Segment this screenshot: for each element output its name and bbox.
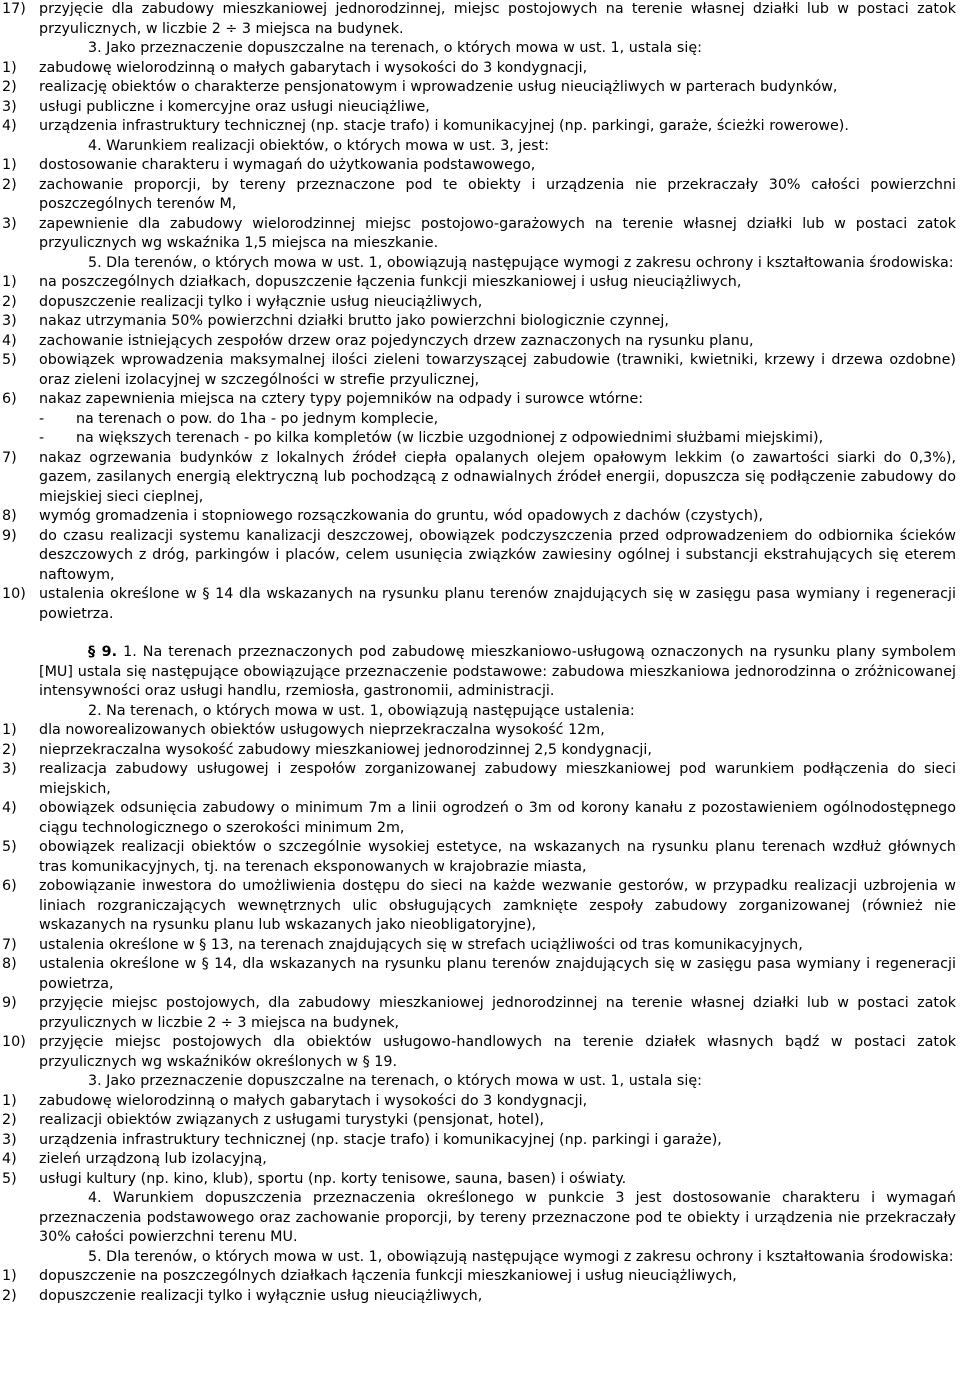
list-item bbox=[2, 799, 956, 838]
list-item-text: urządzenia infrastruktury technicznej (np. stacje trafo) i komunikacyjnej (np. parkingi i garaże), bbox=[39, 1131, 722, 1148]
list-item-text: nieprzekraczalna wysokość zabudowy mieszkaniowej jednorodzinnej 2,5 kondygnacji, bbox=[39, 741, 652, 758]
list-item-text: zobowiązanie inwestora do umożliwienia dostępu do sieci na każde wezwanie gestorów, w przypadku realizacji uzbrojenia w liniach rozgraniczających wewnętrznych ulic obsługujących zamknięte zespoły zabudowy zorganizowanej (również nie wskazanych na rysunku planu lub wskazanych jako nieobligatoryjne), bbox=[39, 878, 956, 933]
list-item-text: wymóg gromadzenia i stopniowego rozsączkowania do gruntu, wód opadowych z dachów (czystych), bbox=[39, 508, 764, 524]
list-item bbox=[2, 955, 956, 994]
list-item bbox=[2, 1287, 956, 1307]
list-item bbox=[2, 293, 956, 313]
list-block-7 bbox=[2, 1092, 956, 1190]
list-item-number: 3) bbox=[2, 1131, 17, 1148]
list-item-number: 4) bbox=[2, 118, 17, 134]
list-item-text: dopuszczenie realizacji tylko i wyłącznie usług nieuciążliwych, bbox=[39, 1287, 483, 1304]
list-item-text: nakaz ogrzewania budynków z lokalnych źródeł ciepła opalanych olejem opałowym lekkim (o zawartości siarki do 0,3%), gazem, zasilanych energią elektryczną lub pochodzącą z odnawialnych źródeł energii, dopuszcza się podłączenie zabudowy do miejskiej sieci cieplnej, bbox=[39, 449, 956, 505]
list-item-text: zieleń urządzoną lub izolacyjną, bbox=[39, 1151, 267, 1167]
list-item bbox=[2, 936, 956, 956]
list-item bbox=[2, 449, 956, 508]
list-item-text: obowiązek odsunięcia zabudowy o minimum 7m a linii ogrodzeń o 3m od korony kanału z pozostawieniem ogólnodostępnego ciągu technologicznego o szerokości minimum 2m, bbox=[39, 800, 956, 836]
list-item bbox=[2, 1092, 956, 1112]
list-item bbox=[2, 1150, 956, 1170]
list-item-number: 3) bbox=[2, 98, 17, 115]
list-item-text: obowiązek wprowadzenia maksymalnej ilości zieleni towarzyszącej zabudowie (trawniki, kwietniki, krzewy i drzewa ozdobne) oraz zieleni izolacyjnej w szczególności w strefie przyulicznej, bbox=[39, 352, 956, 388]
list-item bbox=[2, 585, 956, 624]
list-item-text: na terenach o pow. do 1ha - po jednym komplecie, bbox=[76, 410, 439, 427]
list-item-number: 3) bbox=[2, 761, 17, 777]
list-block-8 bbox=[2, 1267, 956, 1306]
list-item-number: 3) bbox=[2, 215, 17, 232]
list-item bbox=[2, 527, 956, 586]
list-item bbox=[2, 98, 956, 118]
paragraph-5b: 5. Dla terenów, o których mowa w ust. 1, obowiązują następujące wymogi z zakresu ochrony i kształtowania środowiska: bbox=[88, 1248, 954, 1265]
list-item-number: - bbox=[39, 430, 45, 446]
list-item-number: 2) bbox=[2, 79, 17, 95]
list-item-number: 9) bbox=[2, 527, 17, 544]
list-item bbox=[2, 1131, 956, 1151]
list-item bbox=[2, 1267, 956, 1287]
list-item bbox=[2, 351, 956, 390]
list-item-text: realizacja zabudowy usługowej i zespołów zorganizowanej zabudowy mieszkaniowej pod warunkiem podłączenia do sieci miejskich, bbox=[39, 761, 956, 797]
list-item-number: 3) bbox=[2, 313, 17, 329]
list-item-text: zabudowę wielorodzinną o małych gabarytach i wysokości do 3 kondygnacji, bbox=[39, 1092, 588, 1109]
list-item-number: 5) bbox=[2, 839, 17, 855]
list-item-text: nakaz zapewnienia miejsca na cztery typy pojemników na odpady i surowce wtórne: bbox=[39, 391, 644, 407]
list-block-5 bbox=[2, 449, 956, 625]
list-item-number: 1) bbox=[2, 59, 17, 76]
paragraph-3b: 3. Jako przeznaczenie dopuszczalne na terenach, o których mowa w ust. 1, ustala się: bbox=[88, 1073, 702, 1089]
list-item-text: ustalenia określone w § 14, dla wskazanych na rysunku planu terenów znajdujących się w zasięgu pasa wymiany i regeneracji powietrza, bbox=[39, 956, 956, 992]
list-item-number: 2) bbox=[2, 293, 17, 310]
list-item-text: urządzenia infrastruktury technicznej (np. stacje trafo) i komunikacyjnej (np. parkingi, garaże, ścieżki rowerowe). bbox=[39, 118, 849, 134]
list-item bbox=[2, 312, 956, 332]
list-item-number: 2) bbox=[2, 1287, 17, 1304]
list-item-text: przyjęcie miejsc postojowych dla obiektów usługowo-handlowych na terenie działek własnych bądź w postaci zatok przyulicznych wg wskaźników określonych w § 19. bbox=[39, 1034, 956, 1070]
list-item-text: ustalenia określone w § 13, na terenach znajdujących się w strefach uciążliwości od tras komunikacyjnych, bbox=[39, 936, 803, 953]
paragraph-4b: 4. Warunkiem dopuszczenia przeznaczenia określonego w punkcie 3 jest dostosowanie charakteru i wymagań przeznaczenia podstawowego oraz zachowanie proporcji, by tereny przeznaczone pod te obiekty i urządzenia nie przekraczały 30% całości powierzchni terenu MU. bbox=[39, 1190, 956, 1245]
list-item-number: 1) bbox=[2, 1092, 17, 1109]
list-item-text: do czasu realizacji systemu kanalizacji deszczowej, obowiązek podczyszczenia przed odprowadzeniem do odbiornika ścieków deszczowych z dróg, parkingów i placów, celem usunięcia związków zawiesiny ogólnej i substancji ekstrahujących się eterem naftowym, bbox=[39, 527, 956, 583]
paragraph-3a: 3. Jako przeznaczenie dopuszczalne na terenach, o których mowa w ust. 1, ustala się: bbox=[88, 40, 702, 56]
list-item-number: 7) bbox=[2, 936, 17, 953]
list-block-2 bbox=[2, 59, 956, 137]
list-item-number: 7) bbox=[2, 449, 17, 466]
list-item-text: realizację obiektów o charakterze pensjonatowym i wprowadzenie usług nieuciążliwych w parterach budynków, bbox=[39, 79, 838, 95]
list-item bbox=[2, 838, 956, 877]
list-item-number: 10) bbox=[2, 586, 26, 602]
list-item-number: 1) bbox=[2, 157, 17, 173]
list-item-text: zapewnienie dla zabudowy wielorodzinnej miejsc postojowo-garażowych na terenie własnej działki lub w postaci zatok przyulicznych wg wskaźnika 1,5 miejsca na mieszkanie. bbox=[39, 215, 956, 251]
list-item bbox=[2, 390, 956, 410]
list-item-text: zabudowę wielorodzinną o małych gabarytach i wysokości do 3 kondygnacji, bbox=[39, 59, 588, 76]
list-item-text: obowiązek realizacji obiektów o szczególnie wysokiej estetyce, na wskazanych na rysunku planu terenach wzdłuż głównych tras komunikacyjnych, tj. na terenach eksponowanych w krajobrazie miasta, bbox=[39, 839, 956, 875]
list-item bbox=[2, 117, 956, 137]
list-item-number: 9) bbox=[2, 995, 17, 1011]
list-item-text: dopuszczenie realizacji tylko i wyłącznie usług nieuciążliwych, bbox=[39, 293, 483, 310]
list-item-number: 1) bbox=[2, 722, 17, 738]
list-item-text: nakaz utrzymania 50% powierzchni działki brutto jako powierzchni biologicznie czynnej, bbox=[39, 313, 669, 329]
dash-list-item bbox=[2, 429, 956, 449]
dash-list-item bbox=[2, 410, 956, 430]
list-block-3 bbox=[2, 156, 956, 254]
list-item-text: przyjęcie dla zabudowy mieszkaniowej jednorodzinnej, miejsc postojowych na terenie własnej działki lub w postaci zatok przyulicznych, w liczbie 2 ÷ 3 miejsca na budynek. bbox=[39, 1, 956, 37]
list-item-number: 5) bbox=[2, 1170, 17, 1187]
list-item bbox=[2, 507, 956, 527]
list-item-text: zachowanie proporcji, by tereny przeznaczone pod te obiekty i urządzenia nie przekraczały 30% całości powierzchni poszczególnych terenów M, bbox=[39, 176, 956, 212]
section-9-text: 1. Na terenach przeznaczonych pod zabudowę mieszkaniowo-usługową oznaczonych na rysunku plany symbolem [MU] ustala się następujące obowiązujące przeznaczenie podstawowe: zabudowa mieszkaniowa jednorodzinna o zróżnicowanej intensywności oraz usługi handlu, rzemiosła, gastronomii, administracji. bbox=[39, 644, 957, 699]
paragraph-2b: 2. Na terenach, o których mowa w ust. 1, obowiązują następujące ustalenia: bbox=[88, 702, 635, 719]
list-item bbox=[2, 0, 956, 39]
list-item-text: na większych terenach - po kilka kompletów (w liczbie uzgodnionej z odpowiednimi służbami miejskimi), bbox=[76, 430, 824, 446]
list-item-number: - bbox=[39, 410, 45, 427]
list-item bbox=[2, 176, 956, 215]
list-item-number: 6) bbox=[2, 391, 17, 407]
paragraph-5a: 5. Dla terenów, o których mowa w ust. 1, obowiązują następujące wymogi z zakresu ochrony i kształtowania środowiska: bbox=[88, 254, 954, 271]
list-item-number: 4) bbox=[2, 800, 17, 816]
list-item-number: 4) bbox=[2, 1151, 17, 1167]
list-item-text: realizacji obiektów związanych z usługami turystyki (pensjonat, hotel), bbox=[39, 1112, 545, 1128]
list-item-text: usługi kultury (np. kino, klub), sportu (np. korty tenisowe, sauna, basen) i oświaty. bbox=[39, 1170, 627, 1187]
list-block-1 bbox=[2, 0, 956, 39]
list-item-number: 4) bbox=[2, 332, 17, 349]
list-item-number: 10) bbox=[2, 1034, 26, 1050]
list-item-number: 6) bbox=[2, 878, 17, 894]
list-item-text: przyjęcie miejsc postojowych, dla zabudowy mieszkaniowej jednorodzinnej na terenie własnej działki lub w postaci zatok przyulicznych w liczbie 2 ÷ 3 miejsca na budynek, bbox=[39, 995, 956, 1031]
list-item-number: 2) bbox=[2, 1112, 17, 1128]
list-item bbox=[2, 215, 956, 254]
list-item-number: 8) bbox=[2, 956, 17, 972]
list-item-text: dla noworealizowanych obiektów usługowych nieprzekraczalna wysokość 12m, bbox=[39, 722, 605, 738]
list-item-number: 5) bbox=[2, 352, 17, 368]
list-item bbox=[2, 332, 956, 352]
list-item bbox=[2, 1033, 956, 1072]
section-9-paragraph-1 bbox=[2, 643, 956, 702]
list-item bbox=[2, 1111, 956, 1131]
list-item bbox=[2, 1170, 956, 1190]
spacer bbox=[2, 624, 956, 643]
list-item bbox=[2, 741, 956, 761]
dash-list bbox=[2, 410, 956, 449]
list-item bbox=[2, 156, 956, 176]
list-item bbox=[2, 877, 956, 936]
list-item bbox=[2, 59, 956, 79]
list-item-text: usługi publiczne i komercyjne oraz usługi nieuciążliwe, bbox=[39, 98, 430, 115]
list-item-number: 8) bbox=[2, 508, 17, 524]
list-item-text: dopuszczenie na poszczególnych działkach łączenia funkcji mieszkaniowej i usług nieuciążliwych, bbox=[39, 1268, 737, 1284]
list-item bbox=[2, 994, 956, 1033]
list-item-text: dostosowanie charakteru i wymagań do użytkowania podstawowego, bbox=[39, 157, 536, 173]
list-item bbox=[2, 721, 956, 741]
list-item bbox=[2, 273, 956, 293]
list-item-text: zachowanie istniejących zespołów drzew oraz pojedynczych drzew zaznaczonych na rysunku planu, bbox=[39, 332, 754, 349]
section-9-label: § 9. bbox=[88, 644, 118, 660]
list-item-number: 1) bbox=[2, 1268, 17, 1284]
list-item-number: 2) bbox=[2, 176, 17, 193]
list-item bbox=[2, 760, 956, 799]
list-item-text: na poszczególnych działkach, dopuszczenie łączenia funkcji mieszkaniowej i usług nieuciążliwych, bbox=[39, 274, 742, 290]
list-block-4 bbox=[2, 273, 956, 410]
list-item-text: ustalenia określone w § 14 dla wskazanych na rysunku planu terenów znajdujących się w zasięgu pasa wymiany i regeneracji powietrza. bbox=[39, 586, 956, 622]
list-item-number: 2) bbox=[2, 741, 17, 758]
list-block-6 bbox=[2, 721, 956, 1072]
list-item bbox=[2, 78, 956, 98]
paragraph-4a: 4. Warunkiem realizacji obiektów, o których mowa w ust. 3, jest: bbox=[88, 137, 550, 154]
list-item-number: 1) bbox=[2, 274, 17, 290]
list-item-number: 17) bbox=[2, 1, 26, 17]
